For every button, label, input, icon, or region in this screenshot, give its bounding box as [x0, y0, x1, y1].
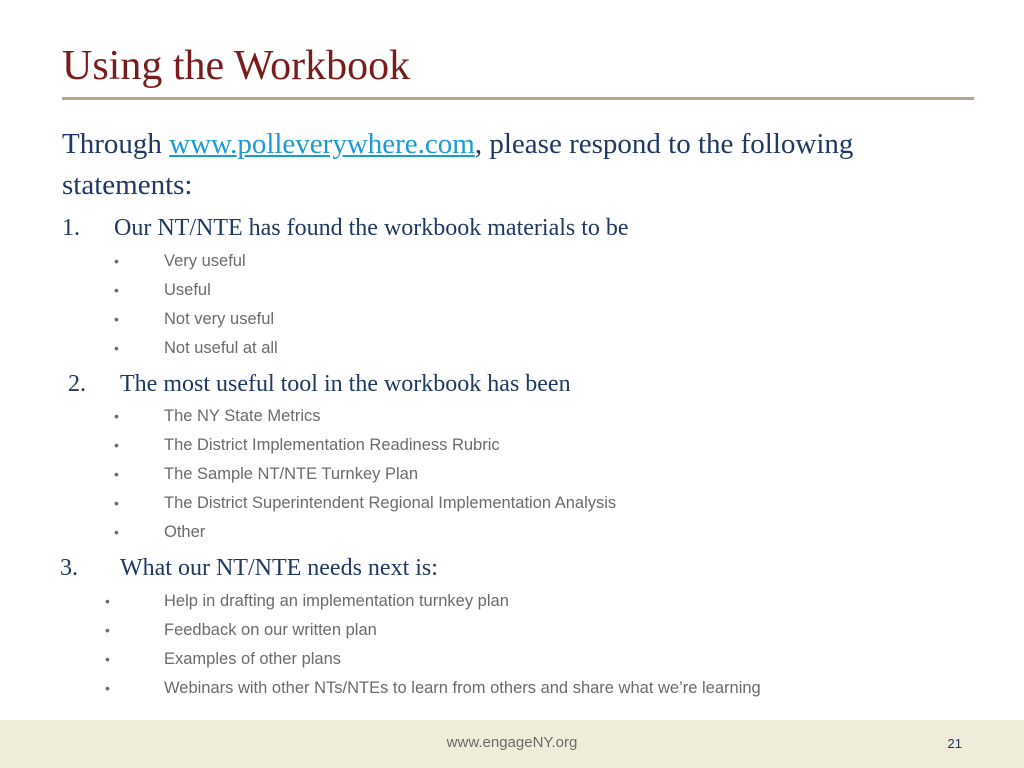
page-number: 21 — [947, 736, 962, 751]
bullet-icon: • — [114, 495, 119, 511]
bullet-icon: • — [105, 622, 110, 638]
bullet-icon: • — [105, 680, 110, 696]
bullet-icon: • — [114, 408, 119, 424]
title-divider — [62, 97, 974, 100]
bullet-icon: • — [114, 282, 119, 298]
bullet-icon: • — [114, 524, 119, 540]
intro-paragraph — [62, 124, 962, 206]
question-text: The most useful tool in the workbook has been — [120, 371, 571, 397]
question-number: 3. — [60, 555, 78, 581]
bullet-icon: • — [114, 253, 119, 269]
question-number: 2. — [68, 371, 86, 397]
slide-title: Using the Workbook — [62, 43, 411, 89]
question-3 — [60, 553, 960, 583]
question-number: 1. — [62, 215, 80, 241]
bullet-icon: • — [114, 311, 119, 327]
bullet-icon: • — [105, 651, 110, 667]
question-text: What our NT/NTE needs next is: — [120, 555, 438, 581]
intro-prefix: Through — [62, 128, 170, 160]
intro-suffix: , please respond to the following statements: — [62, 128, 854, 201]
polleverywhere-link[interactable]: www.polleverywhere.com — [169, 128, 475, 160]
question-text: Our NT/NTE has found the workbook materials to be — [114, 215, 629, 241]
question-1 — [62, 213, 962, 243]
bullet-icon: • — [114, 466, 119, 482]
bullet-icon: • — [105, 593, 110, 609]
question-2 — [68, 369, 968, 399]
footer-bar — [0, 720, 1024, 768]
bullet-icon: • — [114, 437, 119, 453]
bullet-icon: • — [114, 340, 119, 356]
footer-url: www.engageNY.org — [446, 734, 578, 751]
